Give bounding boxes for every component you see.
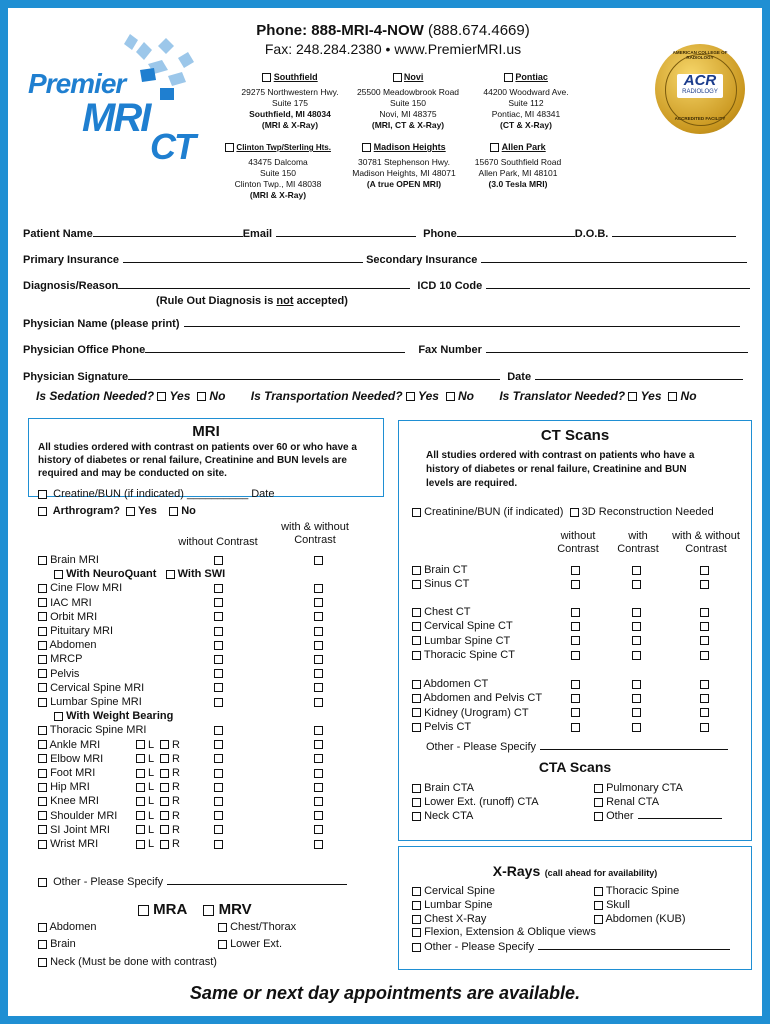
email-label: Email [242, 228, 273, 240]
mra-chest-checkbox[interactable] [218, 923, 227, 932]
premier-logo [28, 30, 198, 170]
mri-item-label: Orbit MRI [50, 610, 98, 623]
cta-title: CTA Scans [538, 759, 612, 775]
ct-brain-ct-checkbox[interactable] [412, 566, 421, 575]
xray-cervical-spine-checkbox[interactable] [412, 887, 421, 896]
cta-item-label: Other [606, 810, 634, 822]
mri-ankle-mri-without-checkbox[interactable] [214, 740, 223, 749]
location-madison-heights: Madison Heights 30781 Stephenson Hwy. Madison Heights, MI 48071 (A true OPEN MRI) [352, 142, 456, 189]
phone-label: Phone [423, 228, 457, 240]
ct-kidney-urogram-ct-with-checkbox[interactable] [632, 708, 641, 717]
mri-note: All studies ordered with contrast on patients over 60 or who have a history of diabetes or renal failure, Creatinine and BUN levels are required and may be conducted on site. [38, 442, 357, 479]
patient-name-field[interactable] [93, 236, 243, 237]
mri-shoulder-mri-without-checkbox[interactable] [214, 811, 223, 820]
ct-item-label: Lumbar Spine CT [424, 634, 511, 647]
mri-elbow-mri-without-checkbox[interactable] [214, 754, 223, 763]
ct-pelvis-ct-with-checkbox[interactable] [632, 723, 641, 732]
mri-mrcp-checkbox[interactable] [38, 655, 47, 664]
header-phone: Phone: 888-MRI-4-NOW [256, 22, 424, 39]
mri-pelvis-without-checkbox[interactable] [214, 669, 223, 678]
mri-si-joint-mri-checkbox[interactable] [38, 825, 47, 834]
cta-item-label: Neck CTA [424, 810, 474, 822]
mri-lumbar-spine-mri-checkbox[interactable] [38, 698, 47, 707]
mri-elbow-mri-with-without-checkbox[interactable] [314, 754, 323, 763]
neuroquant-checkbox[interactable] [54, 570, 63, 579]
ct-thoracic-spine-ct-with-checkbox[interactable] [632, 651, 641, 660]
mri-elbow-mri-right-checkbox[interactable] [160, 754, 169, 763]
ct-note: All studies ordered with contrast on patients who have a history of diabetes or renal failure, Creatinine and BUN levels are required. [426, 450, 695, 489]
ct-thoracic-spine-ct-with-without-checkbox[interactable] [700, 651, 709, 660]
mri-item-label: Abdomen [49, 639, 97, 652]
rule-out-note: (Rule Out Diagnosis is not accepted) [156, 295, 348, 307]
mri-ankle-mri-left-checkbox[interactable] [136, 740, 145, 749]
xray-thoracic-spine-checkbox[interactable] [594, 887, 603, 896]
secondary-insurance-label: Secondary Insurance [366, 254, 478, 266]
mri-foot-mri-left-checkbox[interactable] [136, 769, 145, 778]
location-pontiac: Pontiac 44200 Woodward Ave. Suite 112 Pontiac, MI 48341 (CT & X-Ray) [483, 72, 569, 130]
mri-item-label: Wrist MRI [50, 838, 99, 850]
translator-yes-checkbox[interactable] [628, 392, 637, 401]
mri-si-joint-mri-with-without-checkbox[interactable] [314, 825, 323, 834]
mri-orbit-mri-with-without-checkbox[interactable] [314, 612, 323, 621]
mri-other-checkbox[interactable] [38, 878, 47, 887]
mri-item-label: Shoulder MRI [50, 809, 118, 822]
mri-elbow-mri-left-checkbox[interactable] [136, 754, 145, 763]
mri-other-field[interactable] [167, 884, 347, 885]
physician-name-field[interactable] [184, 326, 740, 327]
cta-brain-cta-checkbox[interactable] [412, 784, 421, 793]
southfield-checkbox[interactable] [262, 73, 271, 82]
transport-label: Is Transportation Needed? [250, 389, 403, 403]
phone-field[interactable] [457, 236, 575, 237]
mri-iac-mri-without-checkbox[interactable] [214, 598, 223, 607]
header-phone-number: (888.674.4669) [427, 22, 530, 39]
logo-mri: MRI [82, 96, 150, 140]
ct-abdomen-and-pelvis-ct-with-without-checkbox[interactable] [700, 694, 709, 703]
mri-lumbar-spine-mri-without-checkbox[interactable] [214, 698, 223, 707]
ct-item-label: Pelvis CT [424, 721, 472, 734]
madison-heights-checkbox[interactable] [362, 143, 371, 152]
ct-thoracic-spine-ct-checkbox[interactable] [412, 651, 421, 660]
dob-label: D.O.B. [574, 228, 609, 240]
ct-col-with-without: with & without [672, 530, 740, 542]
mri-thoracic-checkbox[interactable] [38, 726, 47, 735]
clinton-checkbox[interactable] [225, 143, 234, 152]
mri-pelvis-with-without-checkbox[interactable] [314, 669, 323, 678]
icd-label: ICD 10 Code [417, 280, 483, 292]
transport-yes-checkbox[interactable] [406, 392, 415, 401]
mri-mrcp-with-without-checkbox[interactable] [314, 655, 323, 664]
xray-other-field[interactable] [538, 949, 730, 950]
mri-hip-mri-right-checkbox[interactable] [160, 783, 169, 792]
ct-creatinine-checkbox[interactable] [412, 508, 421, 517]
mri-title: MRI [192, 423, 220, 440]
patient-name-label: Patient Name [23, 228, 93, 240]
ct-abdomen-ct-checkbox[interactable] [412, 680, 421, 689]
ct-item-label: Abdomen CT [423, 678, 489, 690]
ct-item-label: Sinus CT [424, 578, 470, 591]
mri-wrist-mri-checkbox[interactable] [38, 840, 47, 849]
mra-lower-checkbox[interactable] [218, 940, 227, 949]
mri-item-label: Ankle MRI [49, 738, 101, 751]
swi-checkbox[interactable] [166, 570, 175, 579]
ct-sinus-ct-without-checkbox[interactable] [571, 580, 580, 589]
mri-foot-mri-right-checkbox[interactable] [160, 769, 169, 778]
mri-pelvis-checkbox[interactable] [38, 669, 47, 678]
mrv-label: MRV [218, 901, 252, 918]
ct-item-label: Kidney (Urogram) CT [424, 706, 529, 719]
mri-knee-mri-with-without-checkbox[interactable] [314, 797, 323, 806]
translator-label: Is Translator Needed? [499, 389, 626, 403]
mri-wrist-mri-without-checkbox[interactable] [214, 840, 223, 849]
cta-pulmonary-cta-checkbox[interactable] [594, 784, 603, 793]
mri-foot-mri-with-without-checkbox[interactable] [314, 769, 323, 778]
ct-col-with: with [628, 530, 648, 542]
cta-lower-ext-runoff-cta-checkbox[interactable] [412, 798, 421, 807]
logo-ct: CT [150, 126, 194, 167]
seal-acr: ACR [683, 72, 717, 89]
mri-wrist-mri-left-checkbox[interactable] [136, 840, 145, 849]
location-clinton: Clinton Twp/Sterling Hts. 43475 Dalcoma Suite 150 Clinton Twp., MI 48038 (MRI & X-Ray) [213, 142, 343, 201]
cta-item-label: Lower Ext. (runoff) CTA [424, 796, 539, 808]
sedation-yes-checkbox[interactable] [157, 392, 166, 401]
mri-shoulder-mri-with-without-checkbox[interactable] [314, 811, 323, 820]
xray-flexion-checkbox[interactable] [412, 928, 421, 937]
ct-pelvis-ct-with-without-checkbox[interactable] [700, 723, 709, 732]
mri-cine-flow-mri-without-checkbox[interactable] [214, 584, 223, 593]
mri-item-label: Lumbar Spine MRI [50, 696, 142, 708]
header-fax: Fax: 248.284.2380 • www.PremierMRI.us [264, 41, 522, 57]
ct-kidney-urogram-ct-with-without-checkbox[interactable] [700, 708, 709, 717]
ct-chest-ct-with-without-checkbox[interactable] [700, 608, 709, 617]
ct-sinus-ct-checkbox[interactable] [412, 580, 421, 589]
translator-no-checkbox[interactable] [668, 392, 677, 401]
mri-si-joint-mri-without-checkbox[interactable] [214, 825, 223, 834]
mri-shoulder-mri-checkbox[interactable] [38, 811, 47, 820]
secondary-insurance-field[interactable] [481, 262, 747, 263]
ct-kidney-urogram-ct-checkbox[interactable] [412, 708, 421, 717]
mri-cervical-spine-mri-with-without-checkbox[interactable] [314, 683, 323, 692]
mri-item-label: Pituitary MRI [50, 625, 114, 637]
mri-creatinine-label: Creatine/BUN (if indicated) __________ Date [53, 488, 275, 500]
email-field[interactable] [276, 236, 416, 237]
mri-col-without: without Contrast [178, 536, 258, 548]
mri-elbow-mri-checkbox[interactable] [38, 754, 47, 763]
xray-note: (call ahead for availability) [544, 868, 658, 878]
xray-item-label: Skull [606, 899, 630, 911]
dob-field[interactable] [612, 236, 736, 237]
mri-ankle-mri-right-checkbox[interactable] [160, 740, 169, 749]
ct-cervical-spine-ct-without-checkbox[interactable] [571, 622, 580, 631]
seal-sub: RADIOLOGY [682, 89, 718, 95]
mri-hip-mri-without-checkbox[interactable] [214, 783, 223, 792]
transport-no-checkbox[interactable] [446, 392, 455, 401]
mri-knee-mri-checkbox[interactable] [38, 797, 47, 806]
mri-knee-mri-without-checkbox[interactable] [214, 797, 223, 806]
mri-ankle-mri-with-without-checkbox[interactable] [314, 740, 323, 749]
icd-field[interactable] [486, 288, 750, 289]
cta-other-checkbox[interactable] [594, 812, 603, 821]
primary-insurance-field[interactable] [123, 262, 363, 263]
xray-skull-checkbox[interactable] [594, 901, 603, 910]
physician-signature-label: Physician Signature [23, 371, 129, 383]
physician-phone-label: Physician Office Phone [23, 344, 146, 356]
mri-item-label: Thoracic Spine MRI [49, 724, 147, 737]
xray-item-label: Thoracic Spine [605, 885, 680, 897]
ct-col-without: without [560, 530, 596, 542]
cta-item-label: Renal CTA [606, 796, 660, 808]
mri-item-label: Foot MRI [50, 767, 96, 779]
mri-creatinine-checkbox[interactable] [38, 490, 47, 499]
mri-item-label: Brain MRI [50, 554, 99, 566]
cta-item-label: Pulmonary CTA [606, 782, 683, 794]
mri-item-label: Pelvis [50, 667, 80, 680]
mri-ankle-mri-checkbox[interactable] [38, 740, 47, 749]
mri-wrist-mri-right-checkbox[interactable] [160, 840, 169, 849]
mri-orbit-mri-without-checkbox[interactable] [214, 612, 223, 621]
ct-item-label: Cervical Spine CT [424, 620, 513, 633]
ct-chest-ct-with-checkbox[interactable] [632, 608, 641, 617]
mri-shoulder-mri-right-checkbox[interactable] [160, 811, 169, 820]
ct-pelvis-ct-checkbox[interactable] [412, 723, 421, 732]
mri-pituitary-mri-with-without-checkbox[interactable] [314, 627, 323, 636]
diagnosis-label: Diagnosis/Reason [23, 280, 119, 292]
ct-abdomen-ct-without-checkbox[interactable] [571, 680, 580, 689]
ct-pelvis-ct-without-checkbox[interactable] [571, 723, 580, 732]
brain-mri-without-checkbox[interactable] [214, 556, 223, 565]
ct-abdomen-and-pelvis-ct-without-checkbox[interactable] [571, 694, 580, 703]
xray-title: X-Rays [492, 863, 541, 879]
cta-other-field[interactable] [638, 818, 722, 819]
mra-label: MRA [153, 901, 187, 918]
seal-bottom-text: ACCREDITED FACILITY [674, 116, 726, 121]
weight-bearing-checkbox[interactable] [54, 712, 63, 721]
physician-signature-field[interactable] [128, 379, 500, 380]
physician-phone-field[interactable] [145, 352, 405, 353]
mri-thoracic-without-checkbox[interactable] [214, 726, 223, 735]
mri-mrcp-without-checkbox[interactable] [214, 655, 223, 664]
novi-checkbox[interactable] [393, 73, 402, 82]
ct-lumbar-spine-ct-with-without-checkbox[interactable] [700, 636, 709, 645]
brain-mri-with-without-checkbox[interactable] [314, 556, 323, 565]
ct-title: CT Scans [540, 427, 610, 444]
ct-brain-ct-with-without-checkbox[interactable] [700, 566, 709, 575]
mra-brain-checkbox[interactable] [38, 940, 47, 949]
mra-neck-checkbox[interactable] [38, 958, 47, 967]
cta-item-label: Brain CTA [424, 782, 474, 794]
mri-item-label: Cervical Spine MRI [50, 681, 145, 694]
diagnosis-field[interactable] [118, 288, 410, 289]
cta-renal-cta-checkbox[interactable] [594, 798, 603, 807]
mri-abdomen-with-without-checkbox[interactable] [314, 641, 323, 650]
xray-other-checkbox[interactable] [412, 943, 421, 952]
sedation-label: Is Sedation Needed? [36, 389, 155, 403]
location-novi: Novi 25500 Meadowbrook Road Suite 150 Novi, MI 48375 (MRI, CT & X-Ray) [356, 72, 460, 130]
arthrogram-checkbox[interactable] [38, 507, 47, 516]
xray-chest-x-ray-checkbox[interactable] [412, 915, 421, 924]
mri-wrist-mri-with-without-checkbox[interactable] [314, 840, 323, 849]
mri-si-joint-mri-left-checkbox[interactable] [136, 825, 145, 834]
mri-item-label: Knee MRI [50, 795, 99, 808]
mri-cine-flow-mri-checkbox[interactable] [38, 584, 47, 593]
ct-chest-ct-checkbox[interactable] [412, 608, 421, 617]
ct-abdomen-ct-with-checkbox[interactable] [632, 680, 641, 689]
location-allen-park: Allen Park 15670 Southfield Road Allen Park, MI 48101 (3.0 Tesla MRI) [474, 142, 562, 189]
ct-cervical-spine-ct-checkbox[interactable] [412, 622, 421, 631]
ct-cervical-spine-ct-with-without-checkbox[interactable] [700, 622, 709, 631]
mri-cervical-spine-mri-without-checkbox[interactable] [214, 683, 223, 692]
mri-item-label: IAC MRI [50, 596, 92, 609]
physician-name-label: Physician Name (please print) [23, 318, 180, 330]
mri-orbit-mri-checkbox[interactable] [38, 612, 47, 621]
xray-item-label: Abdomen (KUB) [605, 913, 686, 925]
mri-si-joint-mri-right-checkbox[interactable] [160, 825, 169, 834]
mri-cine-flow-mri-with-without-checkbox[interactable] [314, 584, 323, 593]
ct-abdomen-and-pelvis-ct-with-checkbox[interactable] [632, 694, 641, 703]
ct-abdomen-ct-with-without-checkbox[interactable] [700, 680, 709, 689]
ct-sinus-ct-with-checkbox[interactable] [632, 580, 641, 589]
mri-shoulder-mri-left-checkbox[interactable] [136, 811, 145, 820]
mri-item-label: Hip MRI [50, 781, 90, 794]
ct-cervical-spine-ct-with-checkbox[interactable] [632, 622, 641, 631]
ct-other-field[interactable] [540, 749, 728, 750]
ct-other-label: Other - Please Specify [426, 741, 537, 753]
mri-knee-mri-right-checkbox[interactable] [160, 797, 169, 806]
allen-park-checkbox[interactable] [490, 143, 499, 152]
acr-seal [655, 44, 745, 134]
logo-premier: Premier [28, 68, 126, 99]
mra-abdomen-checkbox[interactable] [38, 923, 47, 932]
ct-item-label: Thoracic Spine CT [423, 649, 515, 662]
mri-abdomen-checkbox[interactable] [38, 641, 47, 650]
ct-lumbar-spine-ct-without-checkbox[interactable] [571, 636, 580, 645]
primary-insurance-label: Primary Insurance [23, 254, 119, 266]
footer-note: Same or next day appointments are available. [189, 983, 581, 1003]
mri-item-label: Elbow MRI [50, 752, 104, 765]
mri-hip-mri-left-checkbox[interactable] [136, 783, 145, 792]
mri-iac-mri-with-without-checkbox[interactable] [314, 598, 323, 607]
ct-item-label: Abdomen and Pelvis CT [423, 692, 543, 705]
ct-chest-ct-without-checkbox[interactable] [571, 608, 580, 617]
arthrogram-no-checkbox[interactable] [169, 507, 178, 516]
ct-item-label: Brain CT [424, 564, 468, 576]
referral-form: Premier MRI CT Phone: 888-MRI-4-NOW (888.674.4669) Fax: 248.284.2380 • www.PremierMRI.us AMERICAN COLLEGE OF RADIOLOGY ACR RADIOLOGY ACCREDITED FACILITY Southfield 29275 Northwestern Hwy. Suite 175 Southfield, MI 48034 (MRI & X-Ray) Novi 25500 Meadowbrook Road Suite 150 Novi, MI 48375 (MRI, CT & X-Ray) Pontiac 44200 Woodward Ave. Suite 112 Pontiac, MI 48341 (CT & X-Ray) Clinton Twp/Sterling Hts. 43475 Dalcoma Suite 150 Clinton Twp., MI 48038 (MRI & X-Ray) Madison Heights 30781 Stephenson Hwy. Madison Heights, MI 48071 (A true OPEN MRI) Allen Park 15670 Southfield Road Allen Park, MI 48101 (3.0 Tesla MRI) Patient Name Email Phone D.O.B. Primary Insurance Secondary Insurance Diagnosis/Reason ICD 10 Code (Rule Out Diagnosis is not accepted) Physician Name (please print) Physician Office Phone Fax Number Physician Signature Date Is Sedation Needed? Yes No Is Transportation Needed? Yes No Is Translator Needed? Yes No MRI All studies ordered with contrast on patients over 60 or who have a history of diabetes or renal failure, Creatinine and BUN levels are required and may be conducted on site. Creatine/BUN (if indicated) __________ Date Arthrogram? Yes No without Contrast with & without Contrast Brain MRI With NeuroQuant With SWI Cine Flow MRI IAC MRI Orbit MRI Pituitary MRI Abdomen MRCP Pelvis Cervical Spine MRI Lumbar Spine MRI With Weight Bearing Thoracic Spine MRI Ankle MRI L R Elbow MRI L R Foot MRI L R Hip MRI L R Knee MRI L R Shoulder MRI L R SI Joint MRI L R Wrist MRI L R Other - Please Specify MRA MRV Abdomen Brain Chest/Thorax Lower Ext. Neck (Must be done with contrast) CT Scans All studies ordered with contrast on patients who have a history of diabetes or renal failure, Creatinine and BUN levels are required. Creatinine/BUN (if indicated) 3D Reconstruction Needed without Contrast with Contrast with & without Contrast Brain CT Sinus CT Chest CT Cervical Spine CT Lumbar Spine CT Thoracic Spine CT Abdomen CT Abdomen and Pelvis CT Kidney (Urogram) CT Pelvis CT Other - Please Specify CTA Scans Brain CTA Lower Ext. (runoff) CTA Neck CTA Pulmonary CTA Renal CTA Other X-Rays (call ahead for availability) Cervical Spine Lumbar Spine Chest X-Ray Thoracic Spine Skull Abdomen (KUB) Flexion, Extension & Oblique views Other - Please Specify Same or next day appointments are available. [8, 8, 762, 1016]
location-southfield: Southfield 29275 Northwestern Hwy. Suite 175 Southfield, MI 48034 (MRI & X-Ray) [241, 72, 339, 130]
xray-item-label: Lumbar Spine [424, 899, 493, 911]
mri-abdomen-without-checkbox[interactable] [214, 641, 223, 650]
mri-hip-mri-checkbox[interactable] [38, 783, 47, 792]
ct-brain-ct-with-checkbox[interactable] [632, 566, 641, 575]
fax-number-label: Fax Number [418, 344, 482, 356]
mri-pituitary-mri-without-checkbox[interactable] [214, 627, 223, 636]
xray-lumbar-spine-checkbox[interactable] [412, 901, 421, 910]
pontiac-checkbox[interactable] [504, 73, 513, 82]
cta-neck-cta-checkbox[interactable] [412, 812, 421, 821]
ct-lumbar-spine-ct-checkbox[interactable] [412, 636, 421, 645]
mri-iac-mri-checkbox[interactable] [38, 598, 47, 607]
date-label: Date [507, 371, 532, 383]
ct-brain-ct-without-checkbox[interactable] [571, 566, 580, 575]
mri-knee-mri-left-checkbox[interactable] [136, 797, 145, 806]
xray-item-label: Cervical Spine [424, 885, 495, 897]
fax-number-field[interactable] [486, 352, 748, 353]
mri-foot-mri-without-checkbox[interactable] [214, 769, 223, 778]
mri-cervical-spine-mri-checkbox[interactable] [38, 683, 47, 692]
mra-checkbox[interactable] [138, 905, 149, 916]
mri-thoracic-with-without-checkbox[interactable] [314, 726, 323, 735]
ct-sinus-ct-with-without-checkbox[interactable] [700, 580, 709, 589]
ct-kidney-urogram-ct-without-checkbox[interactable] [571, 708, 580, 717]
xray-abdomen-kub-checkbox[interactable] [594, 915, 603, 924]
brain-mri-checkbox[interactable] [38, 556, 47, 565]
arthrogram-yes-checkbox[interactable] [126, 507, 135, 516]
ct-abdomen-and-pelvis-ct-checkbox[interactable] [412, 694, 421, 703]
mrv-checkbox[interactable] [203, 905, 214, 916]
sedation-no-checkbox[interactable] [197, 392, 206, 401]
mri-item-label: Cine Flow MRI [50, 582, 123, 595]
mri-col-with-without: with & without [281, 521, 349, 533]
ct-3d-checkbox[interactable] [570, 508, 579, 517]
ct-thoracic-spine-ct-without-checkbox[interactable] [571, 651, 580, 660]
mri-pituitary-mri-checkbox[interactable] [38, 627, 47, 636]
ct-lumbar-spine-ct-with-checkbox[interactable] [632, 636, 641, 645]
mri-foot-mri-checkbox[interactable] [38, 769, 47, 778]
date-field[interactable] [535, 379, 743, 380]
mri-item-label: MRCP [50, 653, 83, 666]
seal-top-text: AMERICAN COLLEGE OF RADIOLOGY [672, 50, 728, 60]
mri-item-label: SI Joint MRI [50, 823, 110, 836]
ct-item-label: Chest CT [424, 606, 471, 618]
mri-lumbar-spine-mri-with-without-checkbox[interactable] [314, 698, 323, 707]
xray-item-label: Chest X-Ray [424, 913, 487, 925]
mri-hip-mri-with-without-checkbox[interactable] [314, 783, 323, 792]
